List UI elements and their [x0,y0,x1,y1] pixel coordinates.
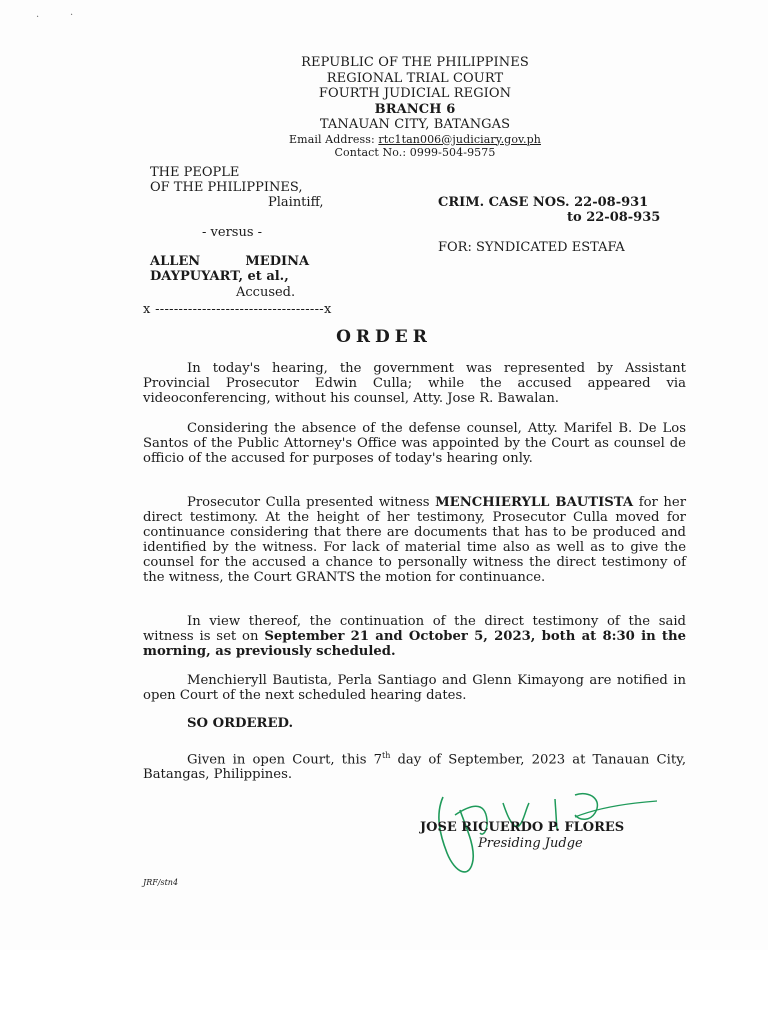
email-label: Email Address: [289,132,379,146]
paragraph-5-text: Menchieryll Bautista, Perla Santiago and Glenn Kimayong are notified in open Court of the next scheduled hearing dates. [143,673,686,703]
paragraph-2-text: Considering the absence of the defense counsel, Atty. Marifel B. De Los Santos of the Public Attorney's Office was appointed by the Court as counsel de officio of the accused for purposes of today's hearing only. [143,421,686,466]
paragraph-given [143,748,686,782]
accused-role: Accused. [236,285,296,300]
paragraph-4-text-a: In view thereof, the continuation of the direct testimony of the said witness is set on [143,614,686,644]
order-title: ORDER [336,327,432,347]
header-republic: REPUBLIC OF THE PHILIPPINES [301,55,529,70]
signature-block [420,820,624,852]
plaintiff-role: Plaintiff, [268,195,324,210]
paragraph-5 [143,673,686,703]
plaintiff-line1: THE PEOPLE [150,165,240,180]
paragraph-3-text-b: for her direct testimony. At the height of her testimony, Prosecutor Culla moved for continuance considering that there are documents that has to be produced and identified by the witness. For lack of material time also as well as to give the counsel for the accused a chance to personally witness the direct testimony of the witness, the Court GRANTS the motion for continuance. [143,495,686,585]
so-ordered [143,716,686,731]
paragraph-3 [143,495,686,585]
paragraph-1-text: In today's hearing, the government was represented by Assistant Provincial Prosecutor Edwin Culla; while the accused appeared via videoconferencing, without his counsel, Atty. Jose R. Bawalan. [143,361,686,406]
hearing-dates: September 21 and October 5, 2023, both at 8:30 in the morning, as previously scheduled. [143,629,686,659]
given-text-a: Given in open Court, this 7 [187,752,382,768]
scan-speck: · [36,12,40,23]
accused-line2: DAYPUYART, et al., [150,269,289,284]
header-contact: Contact No.: 0999-504-9575 [334,145,496,159]
header-court: REGIONAL TRIAL COURT [326,70,504,86]
paragraph-2 [143,421,686,466]
email-link[interactable]: rtc1tan006@judiciary.gov.ph [378,132,541,146]
paragraph-1 [143,361,686,406]
witness-name: MENCHIERYLL BAUTISTA [435,495,634,510]
accused-line1: ALLEN MEDINA [150,254,310,269]
paragraph-4 [143,614,686,659]
header-city: TANAUAN CITY, BATANGAS [319,117,511,132]
judge-name: JOSE RICUERDO P. FLORES [420,820,625,835]
header-email-line [200,133,630,146]
given-superscript: th [381,751,391,760]
plaintiff-block [150,165,323,210]
versus-label: - versus - [202,225,263,240]
scan-speck: · [70,10,74,21]
judge-title: Presiding Judge [478,836,583,851]
given-text-b: day of September, 2023 at Tanauan City, Batangas, Philippines. [143,752,687,783]
plaintiff-line2: OF THE PHILIPPINES, [150,180,303,195]
so-ordered-text: SO ORDERED. [187,716,294,731]
case-offense: FOR: SYNDICATED ESTAFA [438,240,625,255]
court-header [200,55,630,159]
paragraph-3-text-a: Prosecutor Culla presented witness [187,495,436,510]
reference-initials: JRF/stn4 [143,878,179,887]
case-numbers-line2: to 22-08-935 [567,210,661,225]
header-branch: BRANCH 6 [374,101,456,117]
header-region: FOURTH JUDICIAL REGION [318,86,512,101]
caption-separator: x ------------------------------------x [143,302,332,317]
case-numbers-line1: CRIM. CASE NOS. 22-08-931 [438,195,649,210]
